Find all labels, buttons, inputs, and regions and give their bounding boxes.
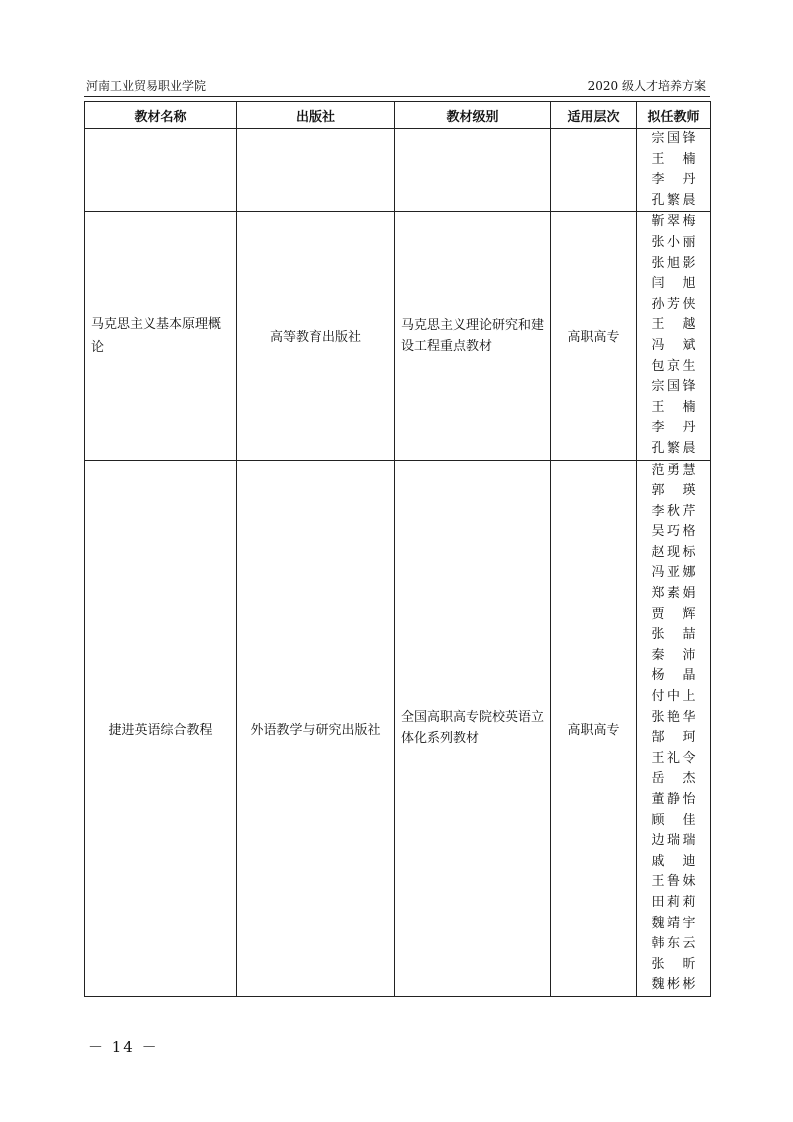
table-header-row bbox=[85, 102, 711, 129]
page-header bbox=[84, 77, 708, 93]
publisher-cell: 高等教育出版社 bbox=[237, 212, 395, 460]
teacher-name: 付中上 bbox=[651, 689, 696, 705]
teacher-name: 郭 瑛 bbox=[651, 483, 696, 499]
teachers-cell bbox=[637, 460, 711, 996]
tier-cell bbox=[551, 129, 637, 212]
table-row bbox=[85, 129, 711, 212]
teacher-name: 韩东云 bbox=[651, 936, 696, 952]
publisher-cell bbox=[237, 129, 395, 212]
column-header-textbook-level: 教材级别 bbox=[395, 102, 551, 129]
teacher-name: 贾 辉 bbox=[651, 606, 696, 622]
textbook-name-cell bbox=[85, 129, 237, 212]
teachers-cell bbox=[637, 129, 711, 212]
textbook-name-cell: 马克思主义基本原理概论 bbox=[85, 212, 237, 460]
teacher-name: 魏靖宇 bbox=[651, 915, 696, 931]
teacher-name: 秦 沛 bbox=[651, 647, 696, 663]
teacher-name: 孔繁晨 bbox=[651, 440, 696, 456]
teacher-name: 宗国锋 bbox=[651, 131, 696, 146]
teacher-name: 赵现标 bbox=[651, 544, 696, 560]
institution-name: 河南工业贸易职业学院 bbox=[86, 79, 207, 93]
teacher-name: 李秋芹 bbox=[651, 503, 696, 519]
teacher-name: 张 昕 bbox=[651, 956, 696, 972]
textbook-level-cell: 全国高职高专院校英语立体化系列教材 bbox=[395, 460, 551, 996]
teacher-name: 靳翠梅 bbox=[651, 214, 696, 230]
teacher-name: 田莉莉 bbox=[651, 894, 696, 910]
teacher-name: 张小丽 bbox=[651, 234, 696, 250]
textbook-level-cell: 马克思主义理论研究和建设工程重点教材 bbox=[395, 212, 551, 460]
teacher-name: 王鲁妹 bbox=[651, 874, 696, 890]
teacher-name: 孔繁晨 bbox=[651, 192, 696, 208]
column-header-publisher: 出版社 bbox=[237, 102, 395, 129]
teacher-name: 戚 迪 bbox=[651, 853, 696, 869]
teacher-name: 魏彬彬 bbox=[651, 977, 696, 993]
teacher-name: 郑素娟 bbox=[651, 586, 696, 602]
teacher-name: 郜 珂 bbox=[651, 730, 696, 746]
teacher-name: 王礼令 bbox=[651, 750, 696, 766]
column-header-textbook-name: 教材名称 bbox=[85, 102, 237, 129]
teacher-name: 李 丹 bbox=[651, 420, 696, 436]
teacher-name: 王 楠 bbox=[651, 399, 696, 415]
teacher-name: 李 丹 bbox=[651, 172, 696, 188]
page-number: － 14 － bbox=[88, 1038, 159, 1056]
teacher-name: 王 楠 bbox=[651, 151, 696, 167]
publisher-cell: 外语教学与研究出版社 bbox=[237, 460, 395, 996]
teacher-name: 张 喆 bbox=[651, 627, 696, 643]
teacher-name: 范勇慧 bbox=[651, 462, 696, 478]
header-divider bbox=[84, 96, 710, 97]
table-row bbox=[85, 460, 711, 996]
teacher-name: 董静怡 bbox=[651, 792, 696, 807]
textbook-table bbox=[84, 101, 711, 997]
teacher-name: 顾 佳 bbox=[651, 812, 696, 828]
teacher-name: 冯亚娜 bbox=[651, 565, 696, 581]
tier-cell: 高职高专 bbox=[551, 460, 637, 996]
column-header-applicable-tier: 适用层次 bbox=[551, 102, 637, 129]
teacher-name: 包京生 bbox=[651, 358, 696, 374]
table-row bbox=[85, 212, 711, 460]
teacher-name: 张旭影 bbox=[651, 255, 696, 271]
teacher-name: 王 越 bbox=[651, 317, 696, 333]
teacher-name: 吴巧格 bbox=[651, 524, 696, 540]
teacher-name: 岳 杰 bbox=[651, 771, 696, 787]
teacher-name: 宗国锋 bbox=[651, 379, 696, 395]
teacher-name: 边瑞瑞 bbox=[651, 833, 696, 849]
teacher-name: 冯 斌 bbox=[651, 337, 696, 353]
teacher-name: 闫 旭 bbox=[651, 276, 696, 292]
document-title: 2020 级人才培养方案 bbox=[587, 79, 706, 93]
textbook-level-cell bbox=[395, 129, 551, 212]
teachers-cell bbox=[637, 212, 711, 460]
teacher-name: 张艳华 bbox=[651, 709, 696, 725]
teacher-name: 孙芳侠 bbox=[651, 296, 696, 312]
column-header-teachers: 拟任教师 bbox=[637, 102, 711, 129]
textbook-name-cell: 捷进英语综合教程 bbox=[85, 460, 237, 996]
tier-cell: 高职高专 bbox=[551, 212, 637, 460]
teacher-name: 杨 晶 bbox=[651, 668, 696, 684]
